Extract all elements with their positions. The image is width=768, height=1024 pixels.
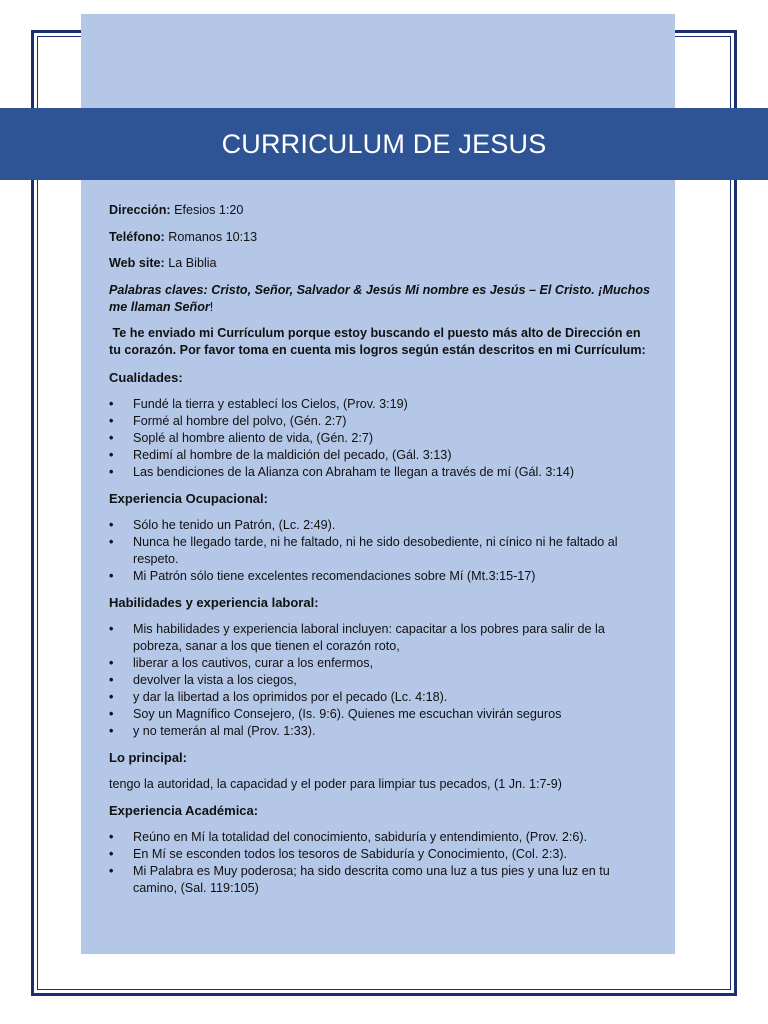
resume-content bbox=[109, 202, 654, 906]
academic-list bbox=[109, 829, 654, 897]
list-item: • liberar a los cautivos, curar a los enfermos, bbox=[109, 655, 654, 672]
address-value: Efesios 1:20 bbox=[174, 203, 244, 217]
document-title: CURRICULUM DE JESUS bbox=[221, 128, 547, 159]
list-item: • Soplé al hombre aliento de vida, (Gén. 2:7) bbox=[109, 430, 654, 447]
list-item: • Fundé la tierra y establecí los Cielos, (Prov. 3:19) bbox=[109, 396, 654, 413]
skills-heading: Habilidades y experiencia laboral: bbox=[109, 594, 319, 610]
qualities-heading: Cualidades: bbox=[109, 369, 183, 385]
keywords-text: Palabras claves: Cristo, Señor, Salvador & Jesús Mi nombre es Jesús – El Cristo. ¡Muchos me llaman Señor bbox=[109, 282, 651, 314]
list-item: • Las bendiciones de la Alianza con Abraham te llegan a través de mí (Gál. 3:14) bbox=[109, 464, 654, 481]
phone-label: Teléfono: bbox=[109, 229, 165, 244]
list-item: • y dar la libertad a los oprimidos por el pecado (Lc. 4:18). bbox=[109, 689, 654, 706]
list-item: • En Mí se esconden todos los tesoros de Sabiduría y Conocimiento, (Col. 2:3). bbox=[109, 846, 654, 863]
list-item: • Formé al hombre del polvo, (Gén. 2:7) bbox=[109, 413, 654, 430]
intro-paragraph: Te he enviado mi Currículum porque estoy buscando el puesto más alto de Dirección en tu corazón. Por favor toma en cuenta mis logros según están descritos en mi Currículum: bbox=[109, 326, 646, 357]
website-value: La Biblia bbox=[168, 256, 217, 270]
address-label: Dirección: bbox=[109, 203, 171, 217]
list-item: • Sólo he tenido un Patrón, (Lc. 2:49). bbox=[109, 517, 654, 534]
main-point-heading: Lo principal: bbox=[109, 749, 187, 765]
website-line bbox=[109, 255, 654, 272]
qualities-list bbox=[109, 396, 654, 481]
list-item: • Mis habilidades y experiencia laboral incluyen: capacitar a los pobres para salir de la pobreza, sanar a los que tienen el corazón roto, bbox=[109, 621, 654, 655]
list-item: • Mi Patrón sólo tiene excelentes recomendaciones sobre Mí (Mt.3:15-17) bbox=[109, 568, 654, 585]
website-label: Web site: bbox=[109, 256, 165, 270]
list-item: • devolver la vista a los ciegos, bbox=[109, 672, 654, 689]
main-point-text: tengo la autoridad, la capacidad y el poder para limpiar tus pecados, (1 Jn. 1:7-9) bbox=[109, 776, 562, 791]
experience-heading: Experiencia Ocupacional: bbox=[109, 490, 268, 506]
list-item: • y no temerán al mal (Prov. 1:33). bbox=[109, 723, 654, 740]
list-item: • Soy un Magnífico Consejero, (Is. 9:6). Quienes me escuchan vivirán seguros bbox=[109, 706, 654, 723]
experience-list bbox=[109, 517, 654, 585]
academic-heading: Experiencia Académica: bbox=[109, 803, 259, 818]
address-line bbox=[109, 202, 654, 219]
phone-line bbox=[109, 229, 654, 246]
list-item: • Nunca he llegado tarde, ni he faltado, ni he sido desobediente, ni cínico ni he faltado al respeto. bbox=[109, 534, 654, 568]
phone-value: Romanos 10:13 bbox=[168, 229, 258, 244]
list-item: • Redimí al hombre de la maldición del pecado, (Gál. 3:13) bbox=[109, 447, 654, 464]
title-banner bbox=[0, 108, 768, 180]
list-item: • Reúno en Mí la totalidad del conocimiento, sabiduría y entendimiento, (Prov. 2:6). bbox=[109, 829, 654, 846]
keywords-end: ! bbox=[209, 299, 214, 314]
keywords-line bbox=[109, 282, 654, 316]
skills-list bbox=[109, 621, 654, 740]
list-item: • Mi Palabra es Muy poderosa; ha sido descrita como una luz a tus pies y una luz en tu camino, (Sal. 119:105) bbox=[109, 863, 654, 897]
